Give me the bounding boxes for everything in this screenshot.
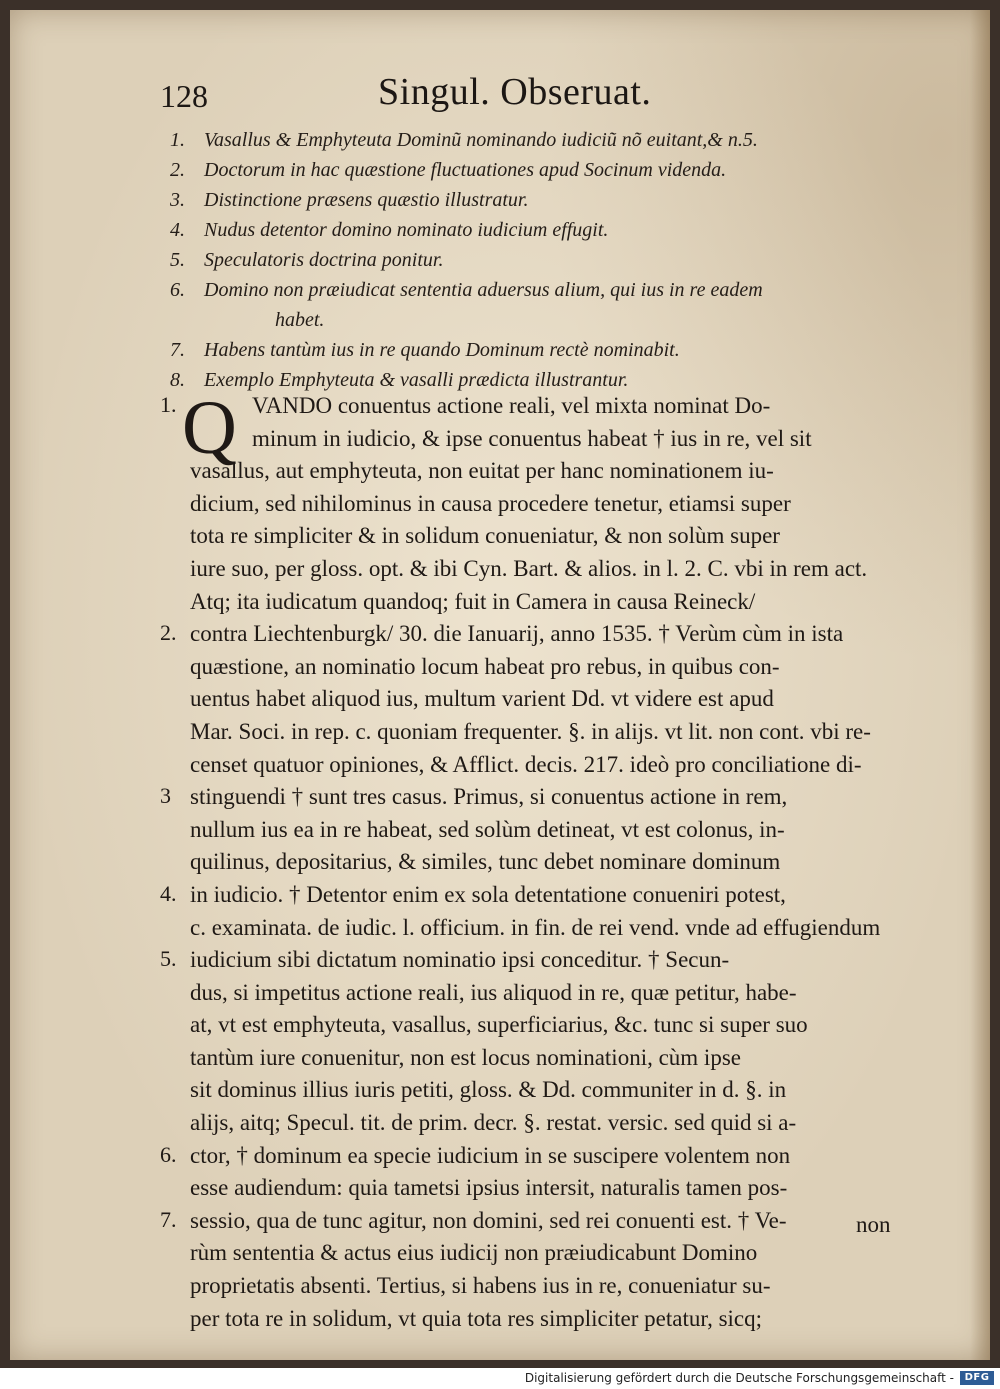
text-line: Atq; ita iudicatum quandoq; fuit in Camera in causa Reineck/: [190, 588, 756, 614]
margin-number: 3: [160, 783, 171, 809]
page-number: 128: [160, 78, 208, 114]
dfg-logo: DFG: [960, 1371, 994, 1385]
summary-item-number: 2.: [170, 159, 185, 181]
summary-item: [170, 275, 930, 305]
funding-credit: Digitalisierung gefördert durch die Deutsche Forschungsgemeinschaft -: [524, 1371, 954, 1385]
text-line: uentus habet aliquod ius, multum varient Dd. vt videre est apud: [190, 686, 774, 712]
text-line: per tota re in solidum, vt quia tota res simpliciter petatur, sicq;: [190, 1305, 763, 1331]
summary-item: [170, 155, 930, 185]
text-line: dicium, sed nihilominus in causa procedere tenetur, etiamsi super: [190, 490, 791, 516]
summary-item-text: Distinctione præsens quæstio illustratur.: [204, 189, 529, 211]
text-line: in iudicio. † Detentor enim ex sola detentatione conueniri potest,: [190, 881, 786, 907]
text-line: sessio, qua de tunc agitur, non domini, sed rei conuenti est. † Ve-: [190, 1207, 787, 1233]
margin-number: 4.: [160, 881, 177, 906]
summary-item-text: Nudus detentor domino nominato iudicium effugit.: [204, 219, 609, 241]
summary-item-number: 1.: [170, 129, 185, 151]
summary-item-text: habet.: [275, 309, 325, 331]
text-line: at, vt est emphyteuta, vasallus, superficiarius, &c. tunc si super suo: [190, 1012, 808, 1038]
text-line: proprietatis absenti. Tertius, si habens ius in re, conueniatur su-: [190, 1273, 771, 1299]
text-line: tota re simpliciter & in solidum conueniatur, & non solùm super: [190, 523, 780, 549]
summary-item-number: 5.: [170, 249, 185, 271]
text-line: tantùm iure conuenitur, non est locus nominationi, cùm ipse: [190, 1044, 741, 1070]
text-line: sit dominus illius iuris petiti, gloss. & Dd. communiter in d. §. in: [190, 1077, 787, 1103]
text-line: alijs, aitq; Specul. tit. de prim. decr. §. restat. versic. sed quid si a-: [190, 1110, 797, 1136]
page-edge-shadow: [970, 10, 990, 1360]
drop-cap: Q: [182, 386, 237, 470]
text-line: quilinus, depositarius, & similes, tunc debet nominare dominum: [190, 849, 781, 875]
text-line: iure suo, per gloss. opt. & ibi Cyn. Bart. & alios. in l. 2. C. vbi in rem act.: [190, 555, 868, 581]
summary-item: [170, 215, 930, 245]
footer-bar: [0, 1368, 1000, 1389]
summary-item-text: Habens tantùm ius in re quando Dominum rectè nominabit.: [204, 339, 680, 361]
text-line: rùm sententia & actus eius iudicij non præiudicabunt Domino: [190, 1240, 758, 1266]
book-page: [10, 10, 990, 1360]
text-line: ctor, † dominum ea specie iudicium in se suscipere volentem non: [190, 1142, 791, 1168]
text-line: contra Liechtenburgk/ 30. die Ianuarij, anno 1535. † Verùm cùm in ista: [190, 621, 844, 647]
text-line: dus, si impetitus actione reali, ius aliquod in re, quæ petitur, habe-: [190, 979, 797, 1005]
catchword: non: [856, 1212, 891, 1237]
text-line: quæstione, an nominatio locum habeat pro rebus, in quibus con-: [190, 653, 780, 679]
summary-item-number: 8.: [170, 369, 185, 391]
main-text: [160, 386, 900, 1335]
summary-item: [170, 245, 930, 275]
text-line: minum in iudicio, & ipse conuentus habeat † ius in re, vel sit: [252, 425, 812, 451]
summary-list: [170, 125, 930, 395]
text-line: censet quatuor opiniones, & Afflict. decis. 217. ideò pro conciliatione di-: [190, 751, 862, 777]
text-line: stinguendi † sunt tres casus. Primus, si conuentus actione in rem,: [190, 784, 788, 810]
text-line: Mar. Soci. in rep. c. quoniam frequenter. §. in alijs. vt lit. non cont. vbi re-: [190, 718, 871, 744]
summary-item: [170, 185, 930, 215]
margin-number: 5.: [160, 946, 177, 972]
text-line: VANDO conuentus actione reali, vel mixta nominat Do-: [252, 393, 771, 418]
text-line: nullum ius ea in re habeat, sed solùm detineat, vt est colonus, in-: [190, 816, 785, 842]
margin-number: 1.: [160, 392, 177, 417]
text-line: iudicium sibi dictatum nominatio ipsi conceditur. † Secun-: [190, 947, 730, 973]
summary-item-text: Exemplo Emphyteuta & vasalli prædicta illustrantur.: [204, 369, 629, 391]
summary-item: [170, 305, 930, 335]
summary-item-text: Speculatoris doctrina ponitur.: [204, 249, 444, 271]
text-line: vasallus, aut emphyteuta, non euitat per hanc nominationem iu-: [190, 458, 774, 484]
margin-number: 7.: [160, 1207, 177, 1232]
summary-item-number: 6.: [170, 279, 185, 301]
summary-item-number: 7.: [170, 339, 185, 361]
page-header: [10, 68, 990, 118]
summary-item-text: Vasallus & Emphyteuta Dominũ nominando iudiciũ nõ euitant,& n.5.: [204, 129, 758, 151]
text-line: esse audiendum: quia tametsi ipsius intersit, naturalis tamen pos-: [190, 1175, 788, 1201]
summary-item: [170, 125, 930, 155]
summary-item-text: Doctorum in hac quæstione fluctuationes apud Socinum videnda.: [204, 159, 727, 181]
summary-item-number: 4.: [170, 219, 185, 241]
text-line: c. examinata. de iudic. l. officium. in fin. de rei vend. vnde ad effugiendum: [190, 914, 881, 940]
summary-item-text: Domino non præiudicat sententia aduersus alium, qui ius in re eadem: [204, 279, 763, 301]
summary-item-number: 3.: [170, 189, 185, 211]
margin-number: 6.: [160, 1141, 177, 1167]
running-head: Singul. Obseruat.: [378, 71, 652, 113]
summary-item: [170, 335, 930, 365]
margin-number: 2.: [160, 620, 177, 646]
